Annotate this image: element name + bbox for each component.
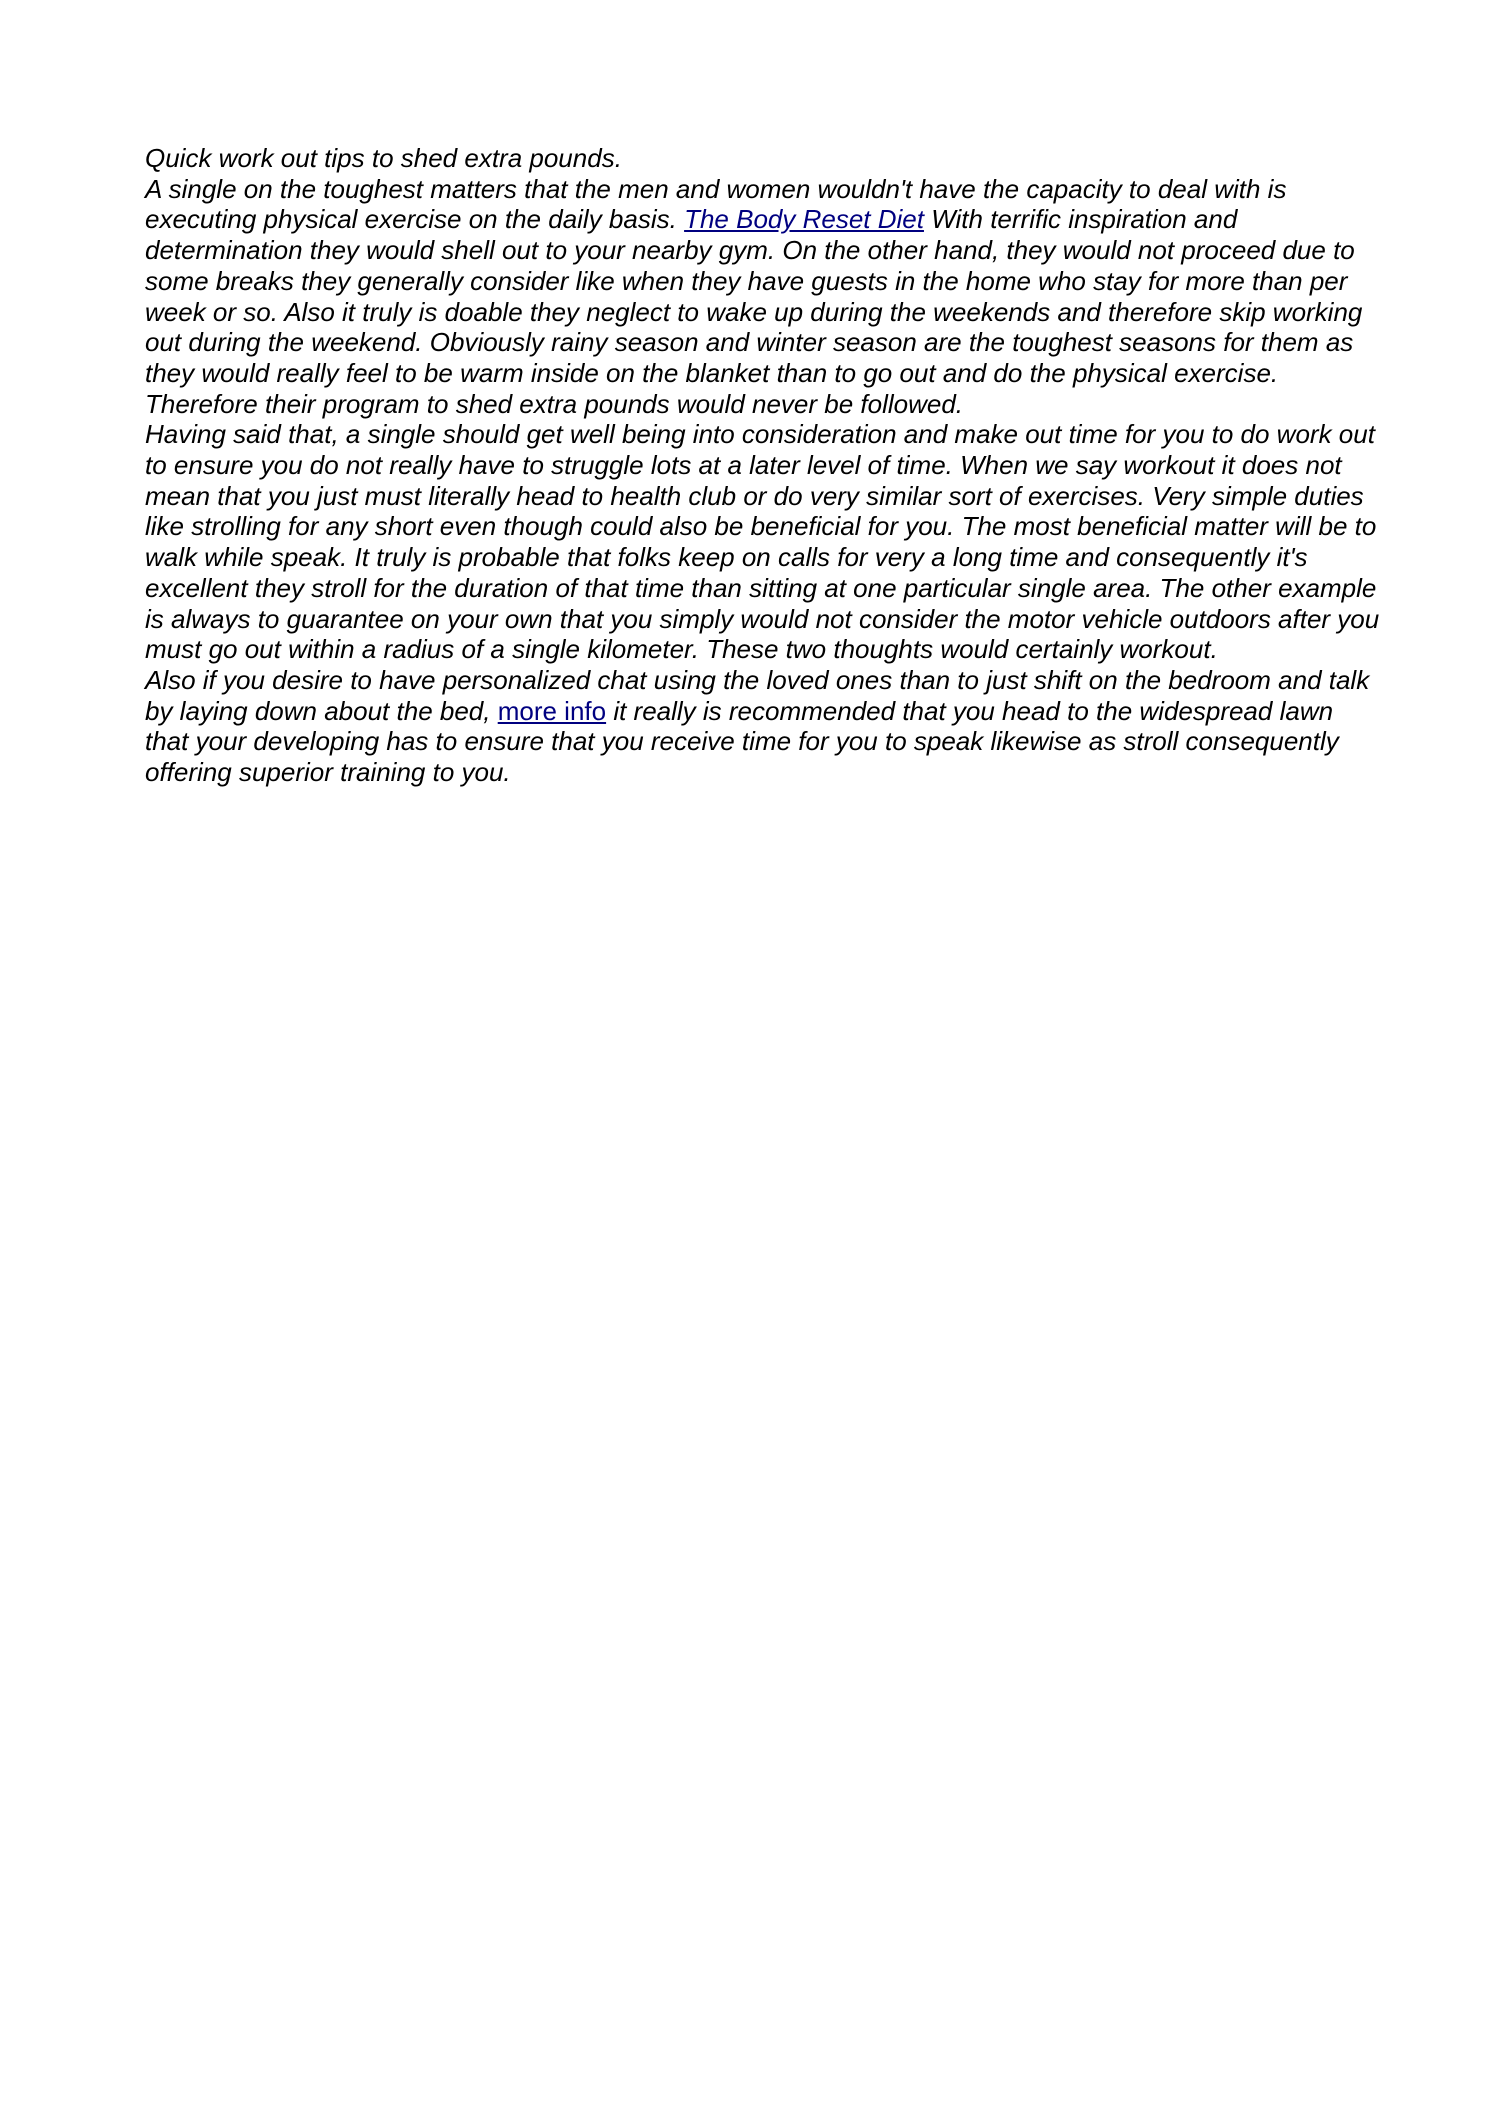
document-title: Quick work out tips to shed extra pounds. (145, 143, 622, 173)
body-reset-diet-link[interactable]: The Body Reset Diet (684, 204, 924, 235)
paragraph-2: Having said that, a single should get well being into consideration and make out time for you to do work out to ensure you do not really have to struggle lots at a later level of time. When we say workout it does not mean that you just must literally head to health club or do very similar sort of exercises. Very simple duties like strolling for any short even though could also be beneficial for you. The most beneficial matter will be to walk while speak. It truly is probable that folks keep on calls for very a long time and consequently it's excellent they stroll for the duration of that time than sitting at one particular single area. The other example is always to guarantee on your own that you simply would not consider the motor vehicle outdoors after you must go out within a radius of a single kilometer. These two thoughts would certainly workout. (145, 419, 1380, 665)
paragraph-3 (145, 665, 1380, 788)
paragraph-3-text-end: it really is recommended that you head to the widespread lawn that your developing has to ensure that you receive time for you to speak likewise as stroll consequently offering superior training to you. (145, 695, 1339, 788)
document-body (145, 143, 1380, 788)
paragraph-1-text-end: With terrific inspiration and determination they would shell out to your nearby gym. On the other hand, they would not proceed due to some breaks they generally consider like when they have guests in the home who stay for more than per week or so. Also it truly is doable they neglect to wake up during the weekends and therefore skip working out during the weekend. Obviously rainy season and winter season are the toughest seasons for them as they would really feel to be warm inside on the blanket than to go out and do the physical exercise. Therefore their program to shed extra pounds would never be followed. (145, 204, 1363, 419)
paragraph-3-text-start: Also if you desire to have personalized chat using the loved ones than to just shift on the bedroom and talk by laying down about the bed, (145, 664, 1370, 726)
paragraph-1-text-start: A single on the toughest matters that the men and women wouldn't have the capacity to deal with is executing physical exercise on the daily basis. (145, 173, 1287, 235)
paragraph-1 (145, 174, 1380, 420)
more-info-link[interactable]: more info (497, 695, 607, 726)
